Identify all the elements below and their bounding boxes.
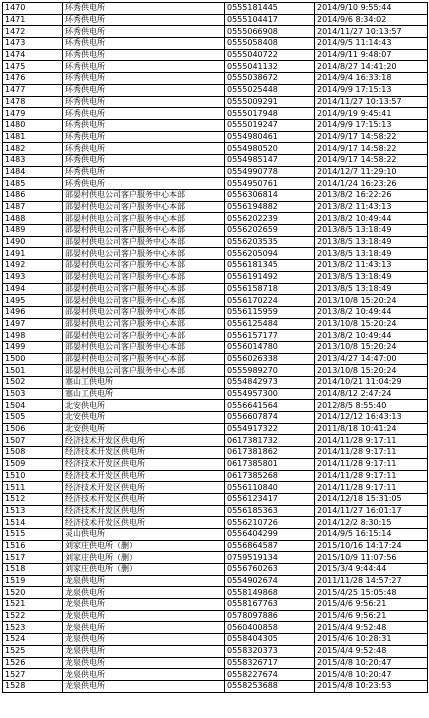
unit-name-cell: 刘家庄供电所（删） [63, 552, 225, 564]
row-number-cell: 1497 [3, 318, 63, 330]
account-number-cell: 0556158718 [225, 283, 315, 295]
table-row [3, 622, 428, 634]
row-number-cell: 1480 [3, 119, 63, 131]
unit-name-cell: 经济技术开发区供电所 [63, 470, 225, 482]
account-number-cell: 0556203535 [225, 236, 315, 248]
unit-name-cell: 经济技术开发区供电所 [63, 505, 225, 517]
table-row [3, 423, 428, 435]
datetime-cell: 2014/11/27 10:13:57 [315, 96, 428, 108]
datetime-cell: 2013/8/5 13:18:49 [315, 248, 428, 260]
unit-name-cell: 龙泉供电所 [63, 622, 225, 634]
datetime-cell: 2014/9/5 16:15:14 [315, 528, 428, 540]
row-number-cell: 1509 [3, 458, 63, 470]
row-number-cell: 1472 [3, 26, 63, 38]
row-number-cell: 1522 [3, 610, 63, 622]
table-row [3, 201, 428, 213]
unit-name-cell: 刘家庄供电所（删） [63, 564, 225, 576]
unit-name-cell: 塞山工供电所 [63, 377, 225, 389]
table-row [3, 458, 428, 470]
unit-name-cell: 环秀供电所 [63, 73, 225, 85]
row-number-cell: 1495 [3, 295, 63, 307]
unit-name-cell: 环秀供电所 [63, 154, 225, 166]
row-number-cell: 1475 [3, 61, 63, 73]
unit-name-cell: 环秀供电所 [63, 96, 225, 108]
table-row [3, 552, 428, 564]
unit-name-cell: 北安供电所 [63, 423, 225, 435]
datetime-cell: 2014/12/12 16:43:13 [315, 412, 428, 424]
row-number-cell: 1494 [3, 283, 63, 295]
datetime-cell: 2014/12/2 8:30:15 [315, 517, 428, 529]
account-number-cell: 0555017948 [225, 108, 315, 120]
account-number-cell: 0558167763 [225, 599, 315, 611]
account-number-cell: 0556306814 [225, 190, 315, 202]
datetime-cell: 2011/8/18 10:41:24 [315, 423, 428, 435]
table-row [3, 49, 428, 61]
unit-name-cell: 邵晏村供电公司客户服务中心本部 [63, 330, 225, 342]
account-number-cell: 0556641564 [225, 400, 315, 412]
row-number-cell: 1492 [3, 260, 63, 272]
unit-name-cell: 邵晏村供电公司客户服务中心本部 [63, 271, 225, 283]
row-number-cell: 1507 [3, 435, 63, 447]
unit-name-cell: 邵晏村供电公司客户服务中心本部 [63, 248, 225, 260]
unit-name-cell: 经济技术开发区供电所 [63, 447, 225, 459]
unit-name-cell: 邵晏村供电公司客户服务中心本部 [63, 283, 225, 295]
unit-name-cell: 龙泉供电所 [63, 634, 225, 646]
table-row [3, 38, 428, 50]
table-row [3, 295, 428, 307]
table-row [3, 610, 428, 622]
datetime-cell: 2013/8/5 13:18:49 [315, 283, 428, 295]
datetime-cell: 2015/4/6 10:28:31 [315, 634, 428, 646]
unit-name-cell: 环秀供电所 [63, 26, 225, 38]
unit-name-cell: 龙泉供电所 [63, 610, 225, 622]
datetime-cell: 2015/4/4 9:52:48 [315, 645, 428, 657]
row-number-cell: 1501 [3, 365, 63, 377]
row-number-cell: 1521 [3, 599, 63, 611]
row-number-cell: 1517 [3, 552, 63, 564]
datetime-cell: 2013/8/2 10:49:44 [315, 306, 428, 318]
row-number-cell: 1520 [3, 587, 63, 599]
table-row [3, 260, 428, 272]
unit-name-cell: 灵山供电所 [63, 528, 225, 540]
table-row [3, 435, 428, 447]
unit-name-cell: 塞山工供电所 [63, 388, 225, 400]
row-number-cell: 1476 [3, 73, 63, 85]
account-number-cell: 0556115959 [225, 306, 315, 318]
unit-name-cell: 邵晏村供电公司客户服务中心本部 [63, 318, 225, 330]
datetime-cell: 2014/11/27 16:01:17 [315, 505, 428, 517]
unit-name-cell: 邵晏村供电公司客户服务中心本部 [63, 341, 225, 353]
table-row [3, 412, 428, 424]
table-row [3, 119, 428, 131]
unit-name-cell: 环秀供电所 [63, 49, 225, 61]
unit-name-cell: 龙泉供电所 [63, 680, 225, 692]
datetime-cell: 2014/9/9 17:15:13 [315, 84, 428, 96]
table-row [3, 14, 428, 26]
account-number-cell: 0555066908 [225, 26, 315, 38]
row-number-cell: 1488 [3, 213, 63, 225]
unit-name-cell: 龙泉供电所 [63, 575, 225, 587]
datetime-cell: 2015/4/6 9:56:21 [315, 610, 428, 622]
row-number-cell: 1486 [3, 190, 63, 202]
row-number-cell: 1481 [3, 131, 63, 143]
row-number-cell: 1484 [3, 166, 63, 178]
account-number-cell: 0560400858 [225, 622, 315, 634]
account-number-cell: 0556864587 [225, 540, 315, 552]
account-number-cell: 0554917322 [225, 423, 315, 435]
row-number-cell: 1500 [3, 353, 63, 365]
row-number-cell: 1515 [3, 528, 63, 540]
account-number-cell: 0558320373 [225, 645, 315, 657]
account-number-cell: 0556404299 [225, 528, 315, 540]
datetime-cell: 2014/11/28 9:17:11 [315, 458, 428, 470]
datetime-cell: 2013/8/2 10:49:44 [315, 213, 428, 225]
unit-name-cell: 环秀供电所 [63, 143, 225, 155]
table-row [3, 388, 428, 400]
row-number-cell: 1526 [3, 657, 63, 669]
datetime-cell: 2015/4/4 9:52:48 [315, 622, 428, 634]
row-number-cell: 1524 [3, 634, 63, 646]
records-table [2, 2, 428, 693]
table-row [3, 3, 428, 15]
datetime-cell: 2014/9/19 9:45:41 [315, 108, 428, 120]
datetime-cell: 2014/11/27 10:13:57 [315, 26, 428, 38]
datetime-cell: 2015/3/4 9:44:44 [315, 564, 428, 576]
table-row [3, 73, 428, 85]
table-row [3, 599, 428, 611]
table-row [3, 306, 428, 318]
row-number-cell: 1493 [3, 271, 63, 283]
unit-name-cell: 环秀供电所 [63, 61, 225, 73]
datetime-cell: 2012/8/5 8:55:40 [315, 400, 428, 412]
unit-name-cell: 邵晏村供电公司客户服务中心本部 [63, 190, 225, 202]
table-row [3, 84, 428, 96]
account-number-cell: 0556185363 [225, 505, 315, 517]
account-number-cell: 0554980461 [225, 131, 315, 143]
table-row [3, 248, 428, 260]
account-number-cell: 0555019247 [225, 119, 315, 131]
account-number-cell: 0617385801 [225, 458, 315, 470]
unit-name-cell: 经济技术开发区供电所 [63, 458, 225, 470]
account-number-cell: 0558149868 [225, 587, 315, 599]
account-number-cell: 0556026338 [225, 353, 315, 365]
account-number-cell: 0617381732 [225, 435, 315, 447]
account-number-cell: 0556123417 [225, 493, 315, 505]
table-row [3, 283, 428, 295]
datetime-cell: 2015/4/8 10:20:47 [315, 657, 428, 669]
account-number-cell: 0554990778 [225, 166, 315, 178]
row-number-cell: 1505 [3, 412, 63, 424]
row-number-cell: 1479 [3, 108, 63, 120]
table-row [3, 318, 428, 330]
table-row [3, 447, 428, 459]
unit-name-cell: 经济技术开发区供电所 [63, 435, 225, 447]
unit-name-cell: 邵晏村供电公司客户服务中心本部 [63, 213, 225, 225]
account-number-cell: 0555104417 [225, 14, 315, 26]
account-number-cell: 0617385268 [225, 470, 315, 482]
table-row [3, 96, 428, 108]
account-number-cell: 0554985147 [225, 154, 315, 166]
account-number-cell: 0555041132 [225, 61, 315, 73]
account-number-cell: 0555038672 [225, 73, 315, 85]
table-row [3, 528, 428, 540]
row-number-cell: 1511 [3, 482, 63, 494]
datetime-cell: 2013/10/8 15:20:24 [315, 341, 428, 353]
datetime-cell: 2014/9/17 14:58:22 [315, 131, 428, 143]
row-number-cell: 1473 [3, 38, 63, 50]
datetime-cell: 2013/8/5 13:18:49 [315, 271, 428, 283]
row-number-cell: 1527 [3, 669, 63, 681]
table-row [3, 353, 428, 365]
row-number-cell: 1474 [3, 49, 63, 61]
row-number-cell: 1483 [3, 154, 63, 166]
account-number-cell: 0556205094 [225, 248, 315, 260]
datetime-cell: 2014/11/28 9:17:11 [315, 435, 428, 447]
datetime-cell: 2013/8/2 11:43:13 [315, 201, 428, 213]
row-number-cell: 1471 [3, 14, 63, 26]
row-number-cell: 1516 [3, 540, 63, 552]
row-number-cell: 1478 [3, 96, 63, 108]
row-number-cell: 1496 [3, 306, 63, 318]
row-number-cell: 1513 [3, 505, 63, 517]
row-number-cell: 1514 [3, 517, 63, 529]
account-number-cell: 0556157177 [225, 330, 315, 342]
datetime-cell: 2014/9/10 9:55:44 [315, 3, 428, 15]
unit-name-cell: 龙泉供电所 [63, 599, 225, 611]
account-number-cell: 0555181445 [225, 3, 315, 15]
datetime-cell: 2014/1/24 16:23:26 [315, 178, 428, 190]
datetime-cell: 2013/10/8 15:20:24 [315, 318, 428, 330]
account-number-cell: 0558326717 [225, 657, 315, 669]
datetime-cell: 2014/12/18 15:31:05 [315, 493, 428, 505]
unit-name-cell: 环秀供电所 [63, 38, 225, 50]
datetime-cell: 2013/10/8 15:20:24 [315, 365, 428, 377]
row-number-cell: 1502 [3, 377, 63, 389]
account-number-cell: 0556125484 [225, 318, 315, 330]
datetime-cell: 2014/11/28 9:17:11 [315, 470, 428, 482]
unit-name-cell: 环秀供电所 [63, 178, 225, 190]
row-number-cell: 1525 [3, 645, 63, 657]
datetime-cell: 2013/10/8 15:20:24 [315, 295, 428, 307]
table-row [3, 575, 428, 587]
account-number-cell: 0558227674 [225, 669, 315, 681]
table-row [3, 493, 428, 505]
account-number-cell: 0556014780 [225, 341, 315, 353]
unit-name-cell: 刘家庄供电所（删） [63, 540, 225, 552]
datetime-cell: 2015/4/6 9:56:21 [315, 599, 428, 611]
unit-name-cell: 龙泉供电所 [63, 669, 225, 681]
account-number-cell: 0554957300 [225, 388, 315, 400]
account-number-cell: 0555009291 [225, 96, 315, 108]
unit-name-cell: 环秀供电所 [63, 84, 225, 96]
row-number-cell: 1508 [3, 447, 63, 459]
row-number-cell: 1489 [3, 225, 63, 237]
datetime-cell: 2014/9/17 14:58:22 [315, 154, 428, 166]
table-row [3, 236, 428, 248]
unit-name-cell: 邵晏村供电公司客户服务中心本部 [63, 353, 225, 365]
account-number-cell: 0555025448 [225, 84, 315, 96]
datetime-cell: 2014/9/5 11:14:43 [315, 38, 428, 50]
table-row [3, 377, 428, 389]
unit-name-cell: 经济技术开发区供电所 [63, 482, 225, 494]
unit-name-cell: 邵晏村供电公司客户服务中心本部 [63, 306, 225, 318]
datetime-cell: 2013/8/5 13:18:49 [315, 225, 428, 237]
datetime-cell: 2014/10/21 11:04:29 [315, 377, 428, 389]
datetime-cell: 2013/8/2 16:22:26 [315, 190, 428, 202]
row-number-cell: 1477 [3, 84, 63, 96]
account-number-cell: 0556170224 [225, 295, 315, 307]
account-number-cell: 0558253688 [225, 680, 315, 692]
unit-name-cell: 环秀供电所 [63, 3, 225, 15]
datetime-cell: 2015/10/16 14:17:24 [315, 540, 428, 552]
datetime-cell: 2014/8/27 14:41:20 [315, 61, 428, 73]
row-number-cell: 1482 [3, 143, 63, 155]
table-row [3, 26, 428, 38]
row-number-cell: 1519 [3, 575, 63, 587]
row-number-cell: 1503 [3, 388, 63, 400]
table-row [3, 341, 428, 353]
unit-name-cell: 经济技术开发区供电所 [63, 493, 225, 505]
table-row [3, 213, 428, 225]
table-row [3, 669, 428, 681]
table-row [3, 108, 428, 120]
datetime-cell: 2015/4/8 10:20:47 [315, 669, 428, 681]
datetime-cell: 2013/8/5 13:18:49 [315, 236, 428, 248]
row-number-cell: 1498 [3, 330, 63, 342]
table-row [3, 131, 428, 143]
unit-name-cell: 邵晏村供电公司客户服务中心本部 [63, 365, 225, 377]
row-number-cell: 1523 [3, 622, 63, 634]
row-number-cell: 1485 [3, 178, 63, 190]
account-number-cell: 0558404305 [225, 634, 315, 646]
table-row [3, 178, 428, 190]
account-number-cell: 0617381862 [225, 447, 315, 459]
row-number-cell: 1518 [3, 564, 63, 576]
table-row [3, 400, 428, 412]
table-row [3, 587, 428, 599]
row-number-cell: 1528 [3, 680, 63, 692]
unit-name-cell: 环秀供电所 [63, 14, 225, 26]
row-number-cell: 1512 [3, 493, 63, 505]
table-row [3, 330, 428, 342]
table-row [3, 517, 428, 529]
table-row [3, 470, 428, 482]
unit-name-cell: 环秀供电所 [63, 131, 225, 143]
table-row [3, 482, 428, 494]
account-number-cell: 0556110840 [225, 482, 315, 494]
datetime-cell: 2013/8/2 11:43:13 [315, 260, 428, 272]
datetime-cell: 2013/4/27 14:47:00 [315, 353, 428, 365]
unit-name-cell: 环秀供电所 [63, 166, 225, 178]
account-number-cell: 0556607874 [225, 412, 315, 424]
unit-name-cell: 邵晏村供电公司客户服务中心本部 [63, 260, 225, 272]
row-number-cell: 1510 [3, 470, 63, 482]
datetime-cell: 2014/9/17 14:58:22 [315, 143, 428, 155]
unit-name-cell: 邵晏村供电公司客户服务中心本部 [63, 201, 225, 213]
datetime-cell: 2015/10/9 11:07:56 [315, 552, 428, 564]
account-number-cell: 0578097886 [225, 610, 315, 622]
account-number-cell: 0554950761 [225, 178, 315, 190]
table-row [3, 540, 428, 552]
unit-name-cell: 龙泉供电所 [63, 657, 225, 669]
datetime-cell: 2014/9/11 9:48:07 [315, 49, 428, 61]
datetime-cell: 2015/4/25 15:05:48 [315, 587, 428, 599]
datetime-cell: 2015/4/8 10:23:53 [315, 680, 428, 692]
account-number-cell: 0556194882 [225, 201, 315, 213]
unit-name-cell: 邵晏村供电公司客户服务中心本部 [63, 225, 225, 237]
account-number-cell: 0555040722 [225, 49, 315, 61]
datetime-cell: 2011/11/28 14:57:27 [315, 575, 428, 587]
unit-name-cell: 北安供电所 [63, 400, 225, 412]
datetime-cell: 2014/12/7 11:29:10 [315, 166, 428, 178]
row-number-cell: 1504 [3, 400, 63, 412]
unit-name-cell: 环秀供电所 [63, 119, 225, 131]
unit-name-cell: 龙泉供电所 [63, 645, 225, 657]
row-number-cell: 1490 [3, 236, 63, 248]
table-row [3, 657, 428, 669]
datetime-cell: 2014/9/6 8:34:02 [315, 14, 428, 26]
table-row [3, 365, 428, 377]
account-number-cell: 0554842973 [225, 377, 315, 389]
account-number-cell: 0759519134 [225, 552, 315, 564]
account-number-cell: 0555989270 [225, 365, 315, 377]
unit-name-cell: 邵晏村供电公司客户服务中心本部 [63, 236, 225, 248]
table-row [3, 634, 428, 646]
account-number-cell: 0556202239 [225, 213, 315, 225]
datetime-cell: 2013/8/2 10:49:44 [315, 330, 428, 342]
account-number-cell: 0556760263 [225, 564, 315, 576]
table-row [3, 166, 428, 178]
row-number-cell: 1487 [3, 201, 63, 213]
unit-name-cell: 邵晏村供电公司客户服务中心本部 [63, 295, 225, 307]
datetime-cell: 2014/9/9 17:15:13 [315, 119, 428, 131]
table-row [3, 61, 428, 73]
table-row [3, 190, 428, 202]
row-number-cell: 1499 [3, 341, 63, 353]
table-row [3, 225, 428, 237]
account-number-cell: 0554902674 [225, 575, 315, 587]
records-body [3, 3, 428, 693]
table-row [3, 505, 428, 517]
account-number-cell: 0556210726 [225, 517, 315, 529]
table-row [3, 564, 428, 576]
account-number-cell: 0555058408 [225, 38, 315, 50]
unit-name-cell: 经济技术开发区供电所 [63, 517, 225, 529]
table-row [3, 645, 428, 657]
row-number-cell: 1491 [3, 248, 63, 260]
unit-name-cell: 龙泉供电所 [63, 587, 225, 599]
account-number-cell: 0556191492 [225, 271, 315, 283]
table-row [3, 143, 428, 155]
row-number-cell: 1470 [3, 3, 63, 15]
table-row [3, 154, 428, 166]
table-row [3, 271, 428, 283]
account-number-cell: 0554980520 [225, 143, 315, 155]
datetime-cell: 2014/8/12 2:47:24 [315, 388, 428, 400]
account-number-cell: 0556202659 [225, 225, 315, 237]
table-row [3, 680, 428, 692]
datetime-cell: 2014/9/4 16:33:18 [315, 73, 428, 85]
unit-name-cell: 环秀供电所 [63, 108, 225, 120]
account-number-cell: 0556181345 [225, 260, 315, 272]
unit-name-cell: 北安供电所 [63, 412, 225, 424]
datetime-cell: 2014/11/28 9:17:11 [315, 447, 428, 459]
row-number-cell: 1506 [3, 423, 63, 435]
datetime-cell: 2014/11/28 9:17:11 [315, 482, 428, 494]
